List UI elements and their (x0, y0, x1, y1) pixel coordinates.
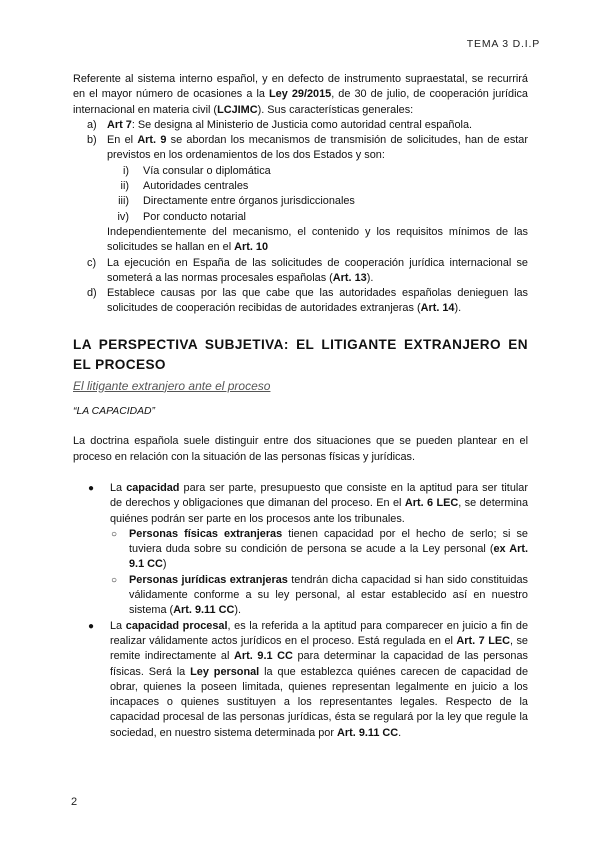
capacity-title: “LA CAPACIDAD” (73, 406, 155, 418)
list-item: ii) Autoridades centrales (120, 180, 249, 193)
page-header: TEMA 3 D.I.P (466, 38, 540, 50)
section-subheading: El litigante extranjero ante el proceso (73, 378, 271, 393)
document-body (73, 72, 528, 741)
list-item: iii) Directamente entre órganos jurisdiccionales (118, 195, 355, 208)
list-item: a) Art 7: Se designa al Ministerio de Justicia como autoridad central española. (87, 118, 473, 131)
list-item: c) La ejecución en España de las solicitudes de cooperación jurídica internacional se someterá a las normas procesales españolas (Art. 13). (87, 256, 528, 284)
capacity-sublist (110, 527, 528, 619)
sub-bullet-item: ○ Personas físicas extranjeras tienen capacidad por el hecho de serlo; si se tuviera duda sobre su condición de persona se acude a la Ley personal (ex Art. 9.1 CC) (111, 527, 528, 571)
capacity-list (73, 481, 528, 741)
doctrine-paragraph: La doctrina española suele distinguir entre dos situaciones que se pueden plantear en el proceso en relación con la situación de las personas físicas y jurídicas. (73, 435, 528, 463)
mechanisms-list (107, 164, 528, 225)
characteristics-list (73, 118, 528, 317)
section-heading: LA PERSPECTIVA SUBJETIVA: EL LITIGANTE EXTRANJERO EN EL PROCESO (73, 336, 528, 372)
bullet-icon: ● (88, 620, 95, 632)
circle-bullet-icon: ○ (111, 574, 118, 586)
sub-bullet-item: ○ Personas jurídicas extranjeras tendrán dicha capacidad si han sido constituidas válidamente conforme a su ley personal, al estar establecido así en nuestro sistema (Art. 9.11 CC). (111, 573, 528, 617)
list-item-note: Independientemente del mecanismo, el contenido y los requisitos mínimos de las solicitudes se hallan en el Art. 10 (107, 225, 528, 254)
intro-paragraph: Referente al sistema interno español, y en defecto de instrumento supraestatal, se recurrirá en el mayor número de ocasiones a la Ley 29/2015, de 30 de julio, de cooperación jurídica internacional en materia civil (LCJIMC). Sus características generales: (73, 73, 528, 116)
bullet-item: ● La capacidad para ser parte, presupuesto que consiste en la aptitud para ser titular de derechos y obligaciones que dimanan del proceso. En el Art. 6 LEC, se determina quiénes podrán ser parte en los procesos ante los tribunales. ○ Personas físicas extranjeras tienen capacidad por el hecho de serlo; si se tuviera duda sobre su condición de persona se acude a la Ley personal (ex Art. 9.1 CC) ○ Personas jurídicas extranjeras tendrán dicha capacidad si han sido constituidas válidamente conforme a su ley personal, al estar establecido así en nuestro sistema (Art. 9.11 CC). (73, 481, 528, 619)
circle-bullet-icon: ○ (111, 528, 118, 540)
list-item: b) En el Art. 9 se abordan los mecanismos de transmisión de solicitudes, han de estar previstos en los ordenamientos de los dos Estados y son: i) Vía consular o diplomática ii) Autoridades centrales iii) Directamente entre órganos jurisdiccionales iv) Por conducto notarial Independientemente del mecanismo, el contenido y los requisitos mínimos de las solicitudes se hallan en el Art. 10 (73, 133, 528, 255)
page-number: 2 (71, 796, 78, 808)
list-item: i) Vía consular o diplomática (122, 164, 271, 177)
bullet-item: ● La capacidad procesal, es la referida a la aptitud para comparecer en juicio a fin de realizar válidamente actos jurídicos en el proceso. Está regulada en el Art. 7 LEC, se remite indirectamente al Art. 9.1 CC para determinar la capacidad de las personas físicas. Será la Ley personal la que establezca quiénes carecen de capacidad de obrar, quienes la poseen limitada, quienes representan legalmente en juicio a los incapaces o quienes sustituyen a los representantes legales. Respecto de la capacidad procesal de las personas jurídicas, ésta se regulará por la ley que regule la sociedad, en nuestro sistema determinada por Art. 9.11 CC. (88, 619, 528, 739)
bullet-icon: ● (88, 482, 95, 494)
list-item: d) Establece causas por las que cabe que las autoridades españolas denieguen las solicitudes de cooperación recibidas de autoridades extranjeras (Art. 14). (87, 287, 528, 315)
list-item: iv) Por conducto notarial (117, 210, 246, 223)
